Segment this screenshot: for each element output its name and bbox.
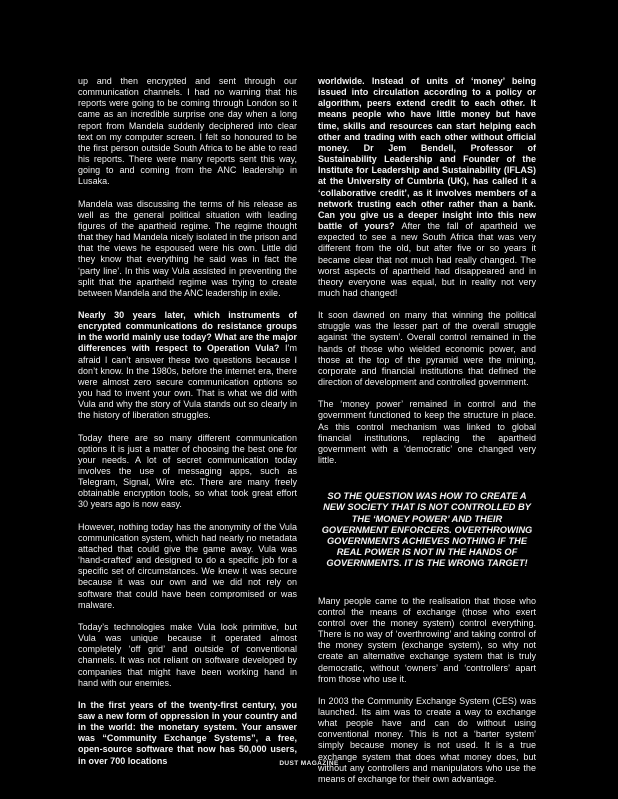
answer-text-segment: The ‘money power’ remained in control and the government functioned to keep the structure in place. As this control mechanism was linked to global financial institutions, replacing the apartheid government with a ‘democratic’ one changed very little. [318, 399, 536, 465]
footer-magazine-name: DUST MAGAZINE [279, 760, 339, 767]
question-text-segment: Nearly 30 years later, which instruments of encrypted communications do resistance groups in the world mainly use today? What are the major differences with respect to Operation Vula? [78, 309, 297, 354]
answer-text-segment: Today’s technologies make Vula look primitive, but Vula was unique because it operated almost completely ‘off grid’ and outside of conventional channels. It was not reliant on software developed by companies that might have been working hand in hand with our enemies. [78, 621, 297, 688]
answer-text-segment: I’m afraid I can’t answer these two questions because I don’t know. In the 1980s, before the internet era, there were almost zero secure communication options so you had to invent your own. That is what we did with Vula and why the story of Vula stands out so clearly in the history of liberation struggles. [78, 343, 297, 421]
answer-text-segment: up and then encrypted and sent through our communication channels. I had no warning that his reports were going to be coming through London so it came as an incredible surprise one day when a long report from Mandela suddenly deciphered into clear text on my computer screen. I felt so honoured to be the first person outside South Africa to be able to read his reports. There were many reports sent this way, going to and coming from the ANC leadership in Lusaka. [78, 76, 297, 187]
column-right [318, 76, 536, 796]
body-paragraph [318, 310, 536, 388]
interview-qa-paragraph [318, 76, 536, 299]
body-paragraph [318, 696, 536, 785]
body-paragraph [78, 622, 297, 689]
answer-text-segment: Many people came to the realisation that those who control the means of exchange (those who exert control over the money system) control everything. There is no way of ‘overthrowing’ and taking control of the money system (exchange system), so why not create an alternative exchange system that is truly democratic, without ‘owners’ and ‘controllers’ apart from those who use it. [318, 595, 536, 684]
body-paragraph [78, 199, 297, 299]
pull-quote: SO THE QUESTION WAS HOW TO CREATE A NEW SOCIETY THAT IS NOT CONTROLLED BY THE ‘MONEY POWER’ AND THEIR GOVERNMENT ENFORCERS. OVERTHROWING GOVERNMENTS ACHIEVES NOTHING IF THE REAL POWER IS NOT IN THE HANDS OF GOVERNMENTS. IT IS THE WRONG TARGET! [321, 491, 533, 569]
body-paragraph [318, 596, 536, 685]
answer-text-segment: However, nothing today has the anonymity of the Vula communication system, which had nearly no metadata attached that could give the game away. Vula was ‘hand-crafted’ and designed to do a specific job for a specific set of circumstances. We knew it was secure because it was our own and we did not rely on software that could have been compromised or was malware. [78, 521, 297, 610]
question-text-segment: In the first years of the twenty-first century, you saw a new form of oppression in your country and in the world: the monetary system. Your answer was “Community Exchange Systems”, a free, open-source software that now has 50,000 users, in over 700 locations [78, 699, 297, 766]
body-paragraph [78, 522, 297, 611]
answer-text-segment: It soon dawned on many that winning the political struggle was the lesser part of the overall struggle against ‘the system’. Overall control remained in the hands of those who wielded economic power, and those at the top of the pyramid were the mining, corporate and financial institutions that defined the direction of development and controlled government. [318, 310, 536, 388]
interview-qa-paragraph [78, 700, 297, 767]
answer-text-segment: In 2003 the Community Exchange System (CES) was launched. Its aim was to create a way to exchange what people have and can do without using conventional money. This is not a ‘barter system’ simply because money is not used. It is a true exchange system that does what money does, but without any controllers and manipulators who use the means of exchange for their own advantage. [318, 695, 536, 784]
body-paragraph [78, 433, 297, 511]
column-left [78, 76, 297, 778]
body-paragraph [78, 76, 297, 188]
interview-qa-paragraph [78, 310, 297, 422]
answer-text-segment: Today there are so many different communication options it is just a matter of choosing the best one for your needs. A lot of secret communication today involves the use of messaging apps, such as Telegram, Signal, Wire etc. There are many freely obtainable encryption tools, so what took great effort 30 years ago is now easy. [78, 432, 297, 510]
body-paragraph [318, 399, 536, 466]
question-text-segment: worldwide. Instead of units of ‘money’ being issued into circulation according to a policy or algorithm, peers extend credit to each other. It means people who have little money but have time, skills and resources can start helping each other and trading with each other without official money. Dr Jem Bendell, Professor of Sustainability Leadership and Founder of the Institute for Leadership and Sustainability (IFLAS) at the University of Cumbria (UK), has called it a ‘collaborative credit’, as it involves members of a network trusting each other rather than a bank. Can you give us a deeper insight into this new battle of yours? [318, 76, 536, 232]
answer-text-segment: After the fall of apartheid we expected to see a new South Africa that was very different from the old, but after five or so years it became clear that not much had really changed. The worst aspects of apartheid had disappeared and in theory everyone was equal, but in reality not very much had changed! [318, 221, 536, 298]
answer-text-segment: Mandela was discussing the terms of his release as well as the general political situation with leading figures of the apartheid regime. The regime thought that they had Mandela nicely isolated in the prison and that the views he espoused were his own. Little did they know that everything he said was in fact the ‘party line’. In this way Vula assisted in preventing the split that the apartheid regime was trying to create between Mandela and the ANC leadership in exile. [78, 198, 297, 298]
